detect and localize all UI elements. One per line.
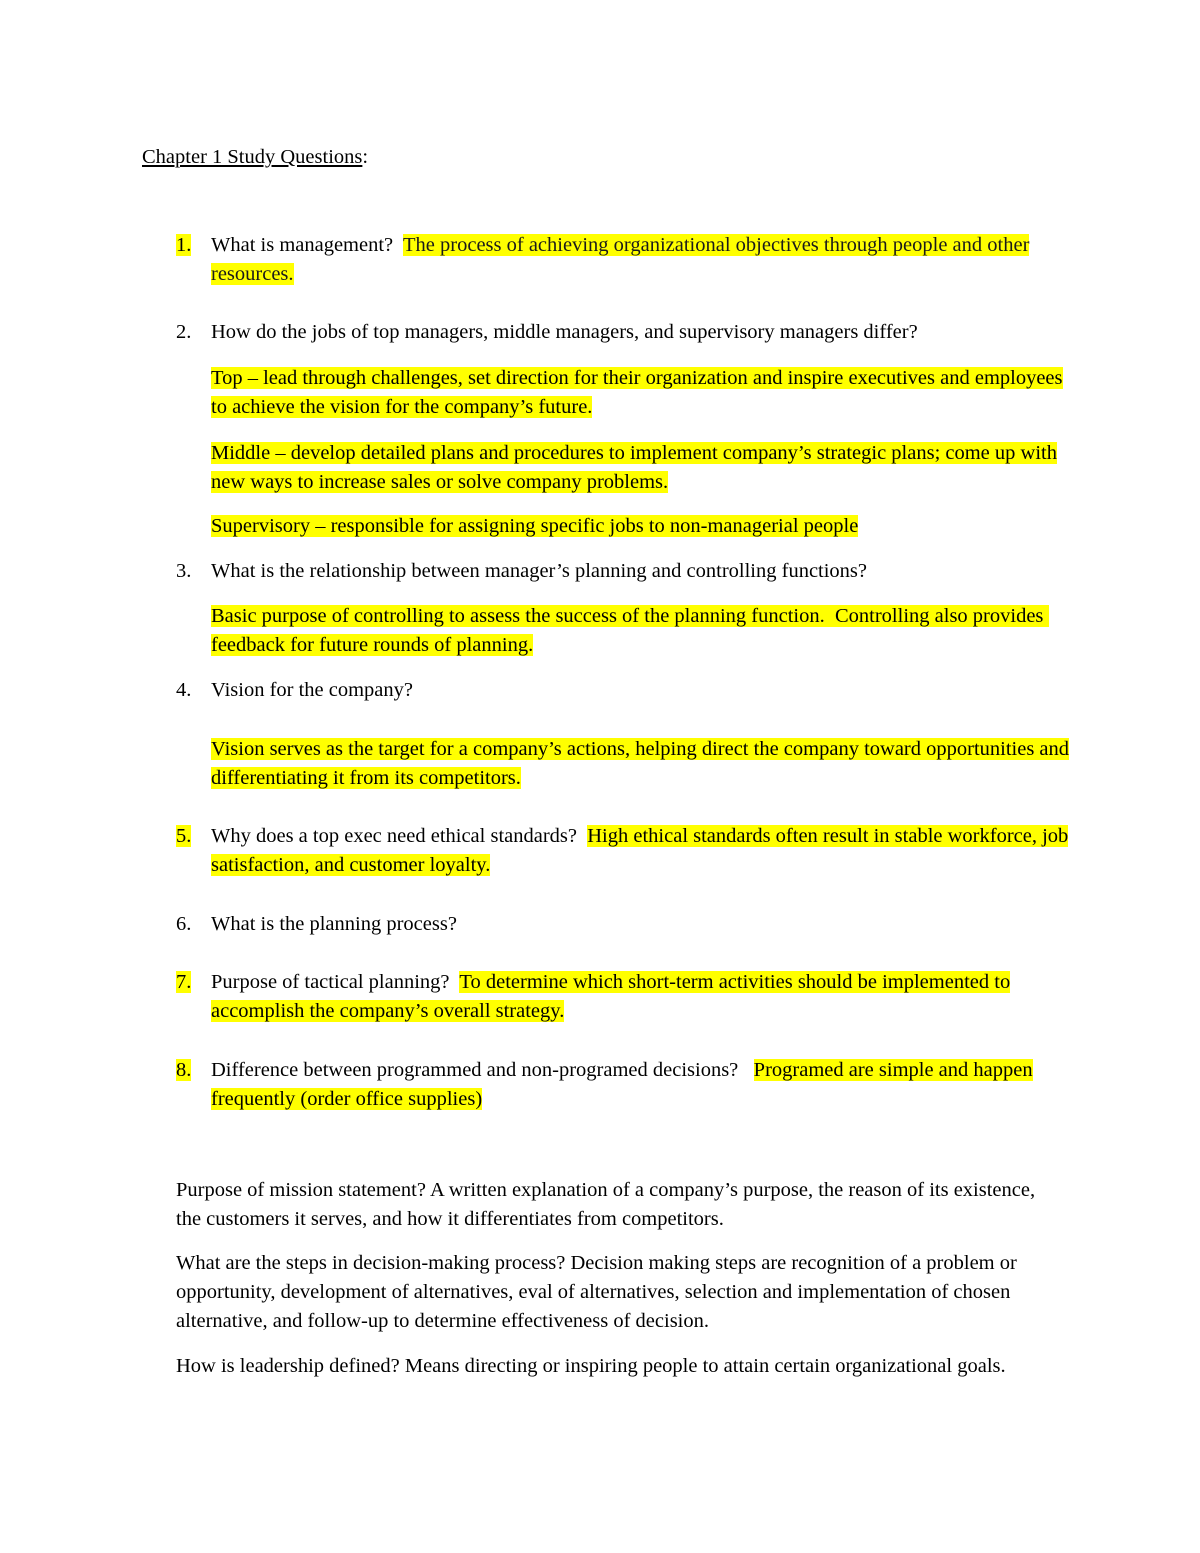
- question-2-answer-supervisory: Supervisory – responsible for assigning specific jobs to non-managerial people: [211, 515, 859, 537]
- question-4-number: 4.: [176, 679, 192, 701]
- page-title-text: Chapter 1 Study Questions: [142, 146, 363, 168]
- question-6-number: 6.: [176, 913, 192, 935]
- mission-statement-paragraph: Purpose of mission statement? A written explanation of a company’s purpose, the reason of its existence, the customers it serves, and how it differentiates from competitors.: [176, 1179, 1036, 1230]
- question-3-text: What is the relationship between manager’s planning and controlling functions?: [211, 560, 868, 582]
- question-2-answer-top: Top – lead through challenges, set direction for their organization and inspire executives and employees to achieve the vision for the company’s future.: [211, 367, 1063, 418]
- question-8-answer: Programed are simple and happen frequently (order office supplies): [211, 1059, 1033, 1110]
- page-title: [142, 143, 368, 172]
- question-3-answer: Basic purpose of controlling to assess the success of the planning function. Controlling also provides feedback for future rounds of planning.: [211, 605, 1049, 656]
- question-1-text: What is management?: [211, 234, 404, 256]
- question-7-number: 7.: [176, 971, 192, 993]
- question-5-number: 5.: [176, 825, 192, 847]
- page-title-colon: :: [362, 146, 369, 168]
- question-8-number: 8.: [176, 1059, 192, 1081]
- question-8-text: Difference between programmed and non-programed decisions?: [211, 1059, 754, 1081]
- question-7-answer: To determine which short-term activities should be implemented to accomplish the company’s overall strategy.: [211, 971, 1011, 1022]
- question-6-text: What is the planning process?: [211, 913, 457, 935]
- question-1-number: 1.: [176, 234, 192, 256]
- question-2-number: 2.: [176, 321, 192, 343]
- question-4-answer: Vision serves as the target for a company’s actions, helping direct the company toward opportunities and differentiating it from its competitors.: [211, 738, 1070, 789]
- question-7: [211, 968, 1071, 1026]
- question-1: [211, 231, 1071, 289]
- question-2-text: How do the jobs of top managers, middle managers, and supervisory managers differ?: [211, 321, 918, 343]
- question-3-number: 3.: [176, 560, 192, 582]
- question-4-text: Vision for the company?: [211, 679, 414, 701]
- question-2-answer-middle: Middle – develop detailed plans and procedures to implement company’s strategic plans; come up with new ways to increase sales or solve company problems.: [211, 442, 1057, 493]
- question-5-text: Why does a top exec need ethical standards?: [211, 825, 588, 847]
- question-5-answer: High ethical standards often result in stable workforce, job satisfaction, and customer loyalty.: [211, 825, 1069, 876]
- decision-making-paragraph: What are the steps in decision-making process? Decision making steps are recognition of a problem or opportunity, development of alternatives, eval of alternatives, selection and implementation of chosen alternative, and follow-up to determine effectiveness of decision.: [176, 1252, 1017, 1332]
- question-8: [211, 1056, 1071, 1114]
- question-1-answer: The process of achieving organizational objectives through people and other resources.: [211, 234, 1030, 285]
- question-5: [211, 822, 1071, 880]
- question-7-text: Purpose of tactical planning?: [211, 971, 460, 993]
- leadership-paragraph: How is leadership defined? Means directing or inspiring people to attain certain organizational goals.: [176, 1355, 1006, 1377]
